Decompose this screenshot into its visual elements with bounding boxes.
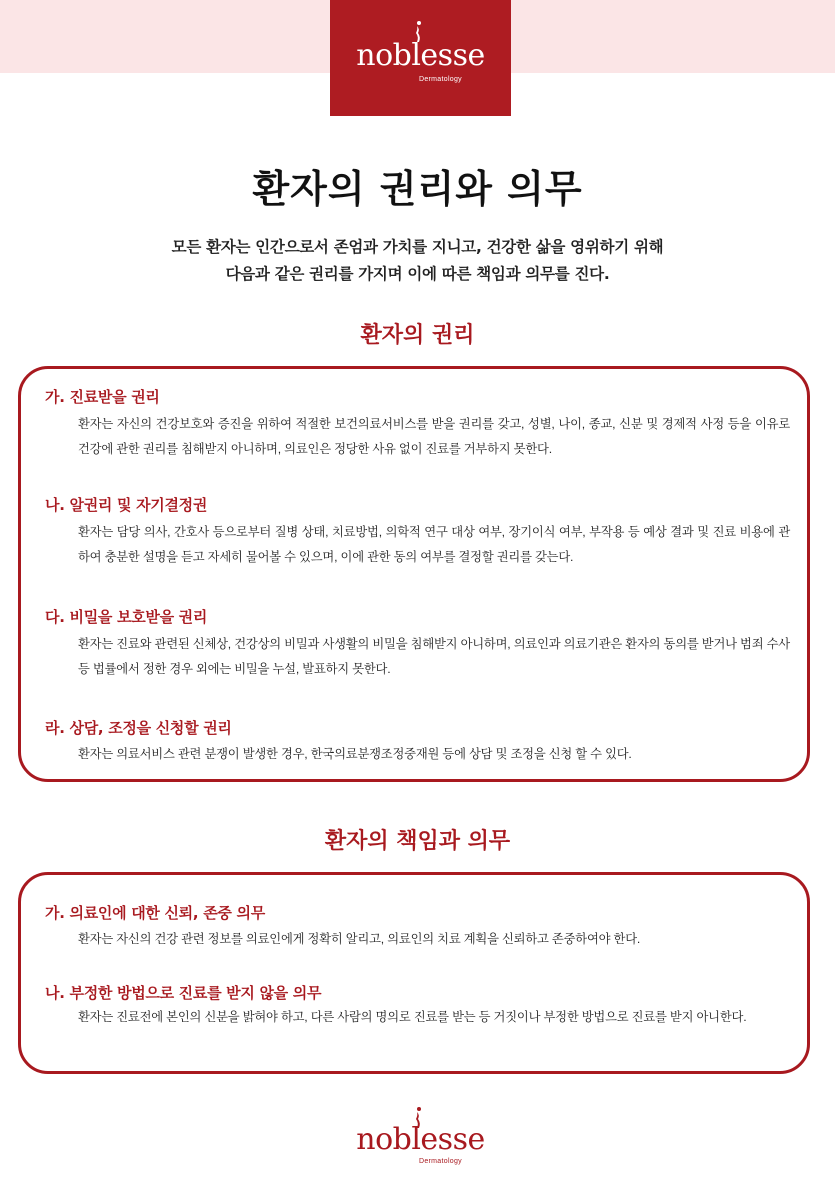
intro-line: 다음과 같은 권리를 가지며 이에 따른 책임과 의무를 진다. [225, 265, 610, 283]
brand-name: noblesse [356, 1122, 485, 1157]
brand-subtitle: Dermatology [419, 1158, 462, 1165]
duties-item-body: 환자는 자신의 건강 관련 정보를 의료인에게 정확히 알리고, 의료인의 치료 계획을 신뢰하고 존중하여야 한다. [78, 932, 641, 946]
rights-item-body: 환자는 담당 의사, 간호사 등으로부터 질병 상태, 치료방법, 의학적 연구 대상 여부, 장기이식 여부, 부작용 등 예상 결과 및 진료 비용에 관하여 충분한 설명을 듣고 자세히 물어볼 수 있으며, 이에 관한 동의 여부를 결정할 권리를 갖는다. [78, 525, 790, 564]
duties-item-title: 가. 의료인에 대한 신뢰, 존중 의무 [45, 904, 265, 922]
footer-logo [330, 1112, 511, 1172]
rights-item-body: 환자는 의료서비스 관련 분쟁이 발생한 경우, 한국의료분쟁조정중재원 등에 상담 및 조정을 신청 할 수 있다. [78, 747, 632, 761]
rights-item-body: 환자는 진료와 관련된 신체상, 건강상의 비밀과 사생활의 비밀을 침해받지 아니하며, 의료인과 의료기관은 환자의 동의를 받거나 범죄 수사 등 법률에서 정한 경우 외에는 비밀을 누설, 발표하지 못한다. [78, 637, 790, 676]
rights-item-title: 다. 비밀을 보호받을 권리 [45, 608, 208, 626]
rights-item-title: 가. 진료받을 권리 [45, 388, 160, 406]
duties-item-body: 환자는 진료전에 본인의 신분을 밝혀야 하고, 다른 사람의 명의로 진료를 받는 등 거짓이나 부정한 방법으로 진료를 받지 아니한다. [78, 1010, 747, 1024]
brand-name: noblesse [356, 38, 485, 73]
rights-item-title: 라. 상담, 조정을 신청할 권리 [45, 719, 232, 737]
duties-heading: 환자의 책임과 의무 [324, 829, 511, 854]
rights-item-body: 환자는 자신의 건강보호와 증진을 위하여 적절한 보건의료서비스를 받을 권리를 갖고, 성별, 나이, 종교, 신분 및 경제적 사정 등을 이유로 건강에 관한 권리를 침해받지 아니하며, 의료인은 정당한 사유 없이 진료를 거부하지 못한다. [78, 417, 790, 456]
brand-logo [330, 0, 511, 116]
brand-subtitle: Dermatology [419, 76, 462, 83]
duties-item-title: 나. 부정한 방법으로 진료를 받지 않을 의무 [45, 984, 322, 1002]
rights-item-title: 나. 알권리 및 자기결정권 [45, 496, 208, 514]
intro-line: 모든 환자는 인간으로서 존엄과 가치를 지니고, 건강한 삶을 영위하기 위해 [171, 238, 664, 256]
page-title: 환자의 권리와 의무 [252, 167, 583, 211]
rights-heading: 환자의 권리 [360, 323, 475, 348]
